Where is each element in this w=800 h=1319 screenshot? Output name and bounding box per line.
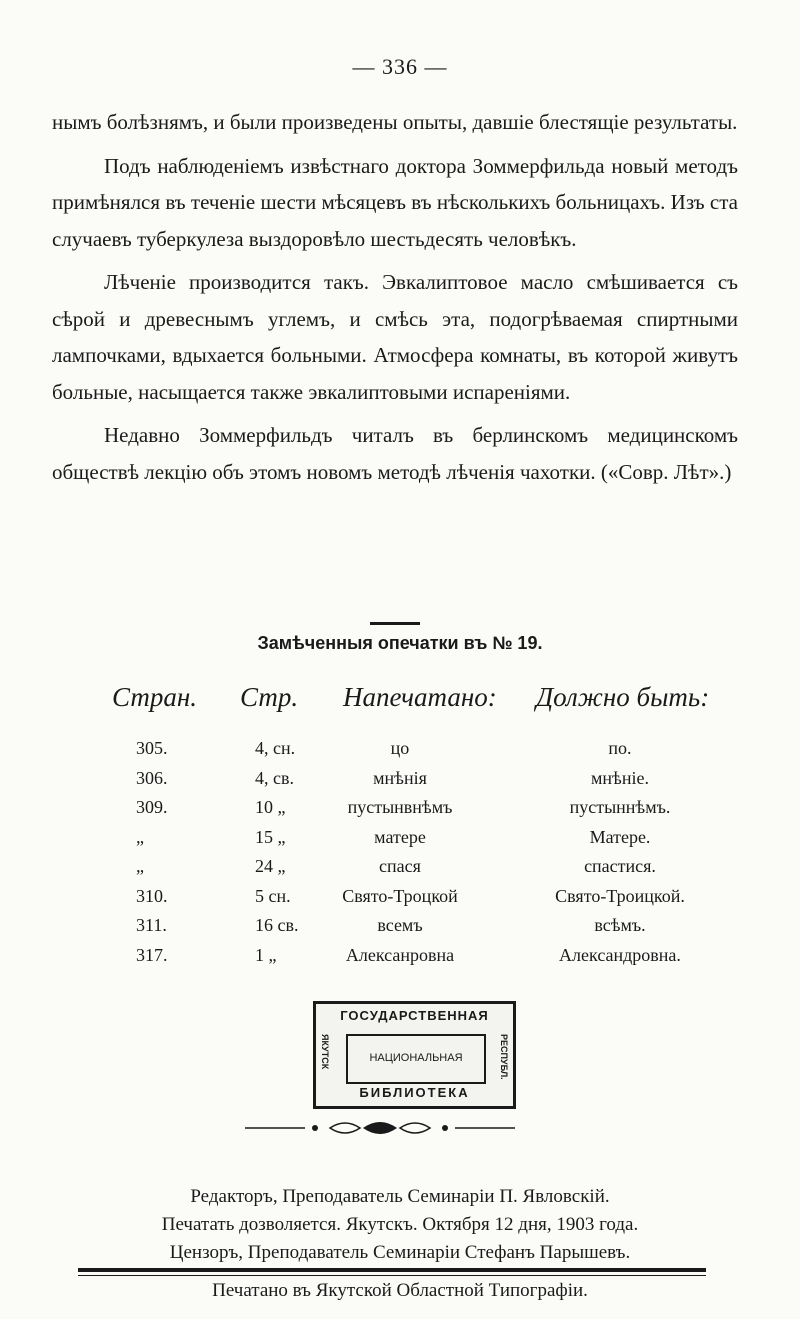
errata-line: 16 св. <box>255 915 299 935</box>
errata-page: „ <box>136 826 144 847</box>
errata-printed: мнѣнія <box>373 767 427 788</box>
ornament-divider <box>245 1118 515 1138</box>
stamp-middle-text: НАЦИОНАЛЬНАЯ <box>369 1052 463 1064</box>
errata-header-line: Стр. <box>240 682 299 712</box>
errata-printed: Алексанровна <box>345 944 455 965</box>
errata-correct: Свято-Троицкой. <box>555 885 685 906</box>
footer-printer: Печатано въ Якутской Областной Типографіи. <box>212 1280 588 1301</box>
errata-header-correct: Должно быть: <box>536 682 710 712</box>
errata-correct: по. <box>608 738 632 758</box>
separator-rule <box>370 622 420 625</box>
errata-printed: матере <box>374 826 426 847</box>
footer-rule-thin <box>78 1275 706 1276</box>
article-body <box>52 104 738 497</box>
footer-censor: Цензоръ, Преподаватель Семинаріи Стефанъ Парышевъ. <box>169 1242 631 1263</box>
errata-correct: мнѣніе. <box>591 767 649 788</box>
errata-page: 310. <box>136 885 168 906</box>
errata-correct: Матере. <box>589 826 651 847</box>
errata-correct: спастися. <box>584 856 656 876</box>
errata-line: 10 „ <box>255 797 286 817</box>
errata-printed: пустынвнѣмъ <box>347 797 453 817</box>
errata-page: 317. <box>136 944 168 965</box>
errata-line: 4, сн. <box>255 738 296 758</box>
paragraph: нымъ болѣзнямъ, и были произведены опыты, давшіе блестящіе результаты. <box>52 110 738 134</box>
footer-editor: Редакторъ, Преподаватель Семинаріи П. Явловскій. <box>190 1186 610 1207</box>
footer-rule-thick <box>78 1268 706 1272</box>
errata-line: 24 „ <box>255 856 286 876</box>
paragraph: Недавно Зоммерфильдъ читалъ въ берлинскомъ медицинскомъ обществѣ лекцію объ этомъ новомъ методѣ лѣченія чахотки. («Совр. Лѣт».) <box>52 423 738 484</box>
errata-page: 311. <box>136 915 167 935</box>
errata-title: Замѣченныя опечатки въ № 19. <box>257 633 543 653</box>
errata-line: 4, св. <box>255 767 294 788</box>
stamp-bottom-text: БИБЛИОТЕКА <box>359 1085 470 1100</box>
errata-page: „ <box>136 856 144 876</box>
errata-line: 15 „ <box>255 826 286 847</box>
errata-page: 305. <box>136 738 168 758</box>
stamp-right-text: РЕСПУБЛ. <box>499 1034 509 1080</box>
errata-header-page: Стран. <box>112 682 198 712</box>
errata-printed: спася <box>379 856 421 876</box>
errata-printed: Свято-Троцкой <box>342 885 458 906</box>
errata-line: 1 „ <box>255 944 277 965</box>
errata-printed: всемъ <box>377 915 423 935</box>
errata-correct: всѣмъ. <box>594 915 646 935</box>
errata-header-printed: Напечатано: <box>343 682 497 712</box>
stamp-top-text: ГОСУДАРСТВЕННАЯ <box>340 1008 489 1023</box>
errata-line: 5 сн. <box>255 885 291 906</box>
errata-page: 306. <box>136 767 168 788</box>
paragraph: Лѣченіе производится такъ. Эвкалиптовое масло смѣшивается съ сѣрой и древеснымъ углемъ, и смѣсь эта, подогрѣваемая спиртными лампочками, вдыхается больными. Атмосфера комнаты, въ которой живутъ больные, насыщается также эвкалиптовыми испареніями. <box>52 270 738 404</box>
stamp-inner-frame <box>346 1034 486 1084</box>
footer-permission: Печатать дозволяется. Якутскъ. Октября 12 дня, 1903 года. <box>161 1214 639 1235</box>
errata-correct: Александровна. <box>559 944 681 965</box>
stamp-left-text: ЯКУТСК <box>320 1034 330 1070</box>
errata-printed: цо <box>390 738 410 758</box>
library-stamp <box>313 1001 516 1109</box>
paragraph: Подъ наблюденіемъ извѣстнаго доктора Зоммерфильда новый методъ примѣнялся въ теченіе шести мѣсяцевъ въ нѣсколькихъ больницахъ. Изъ ста случаевъ туберкулеза выздоровѣло шестьдесять человѣкъ. <box>52 153 738 251</box>
errata-page: 309. <box>136 797 168 817</box>
page-number: — 336 — <box>352 54 448 79</box>
errata-correct: пустыннѣмъ. <box>569 797 671 817</box>
